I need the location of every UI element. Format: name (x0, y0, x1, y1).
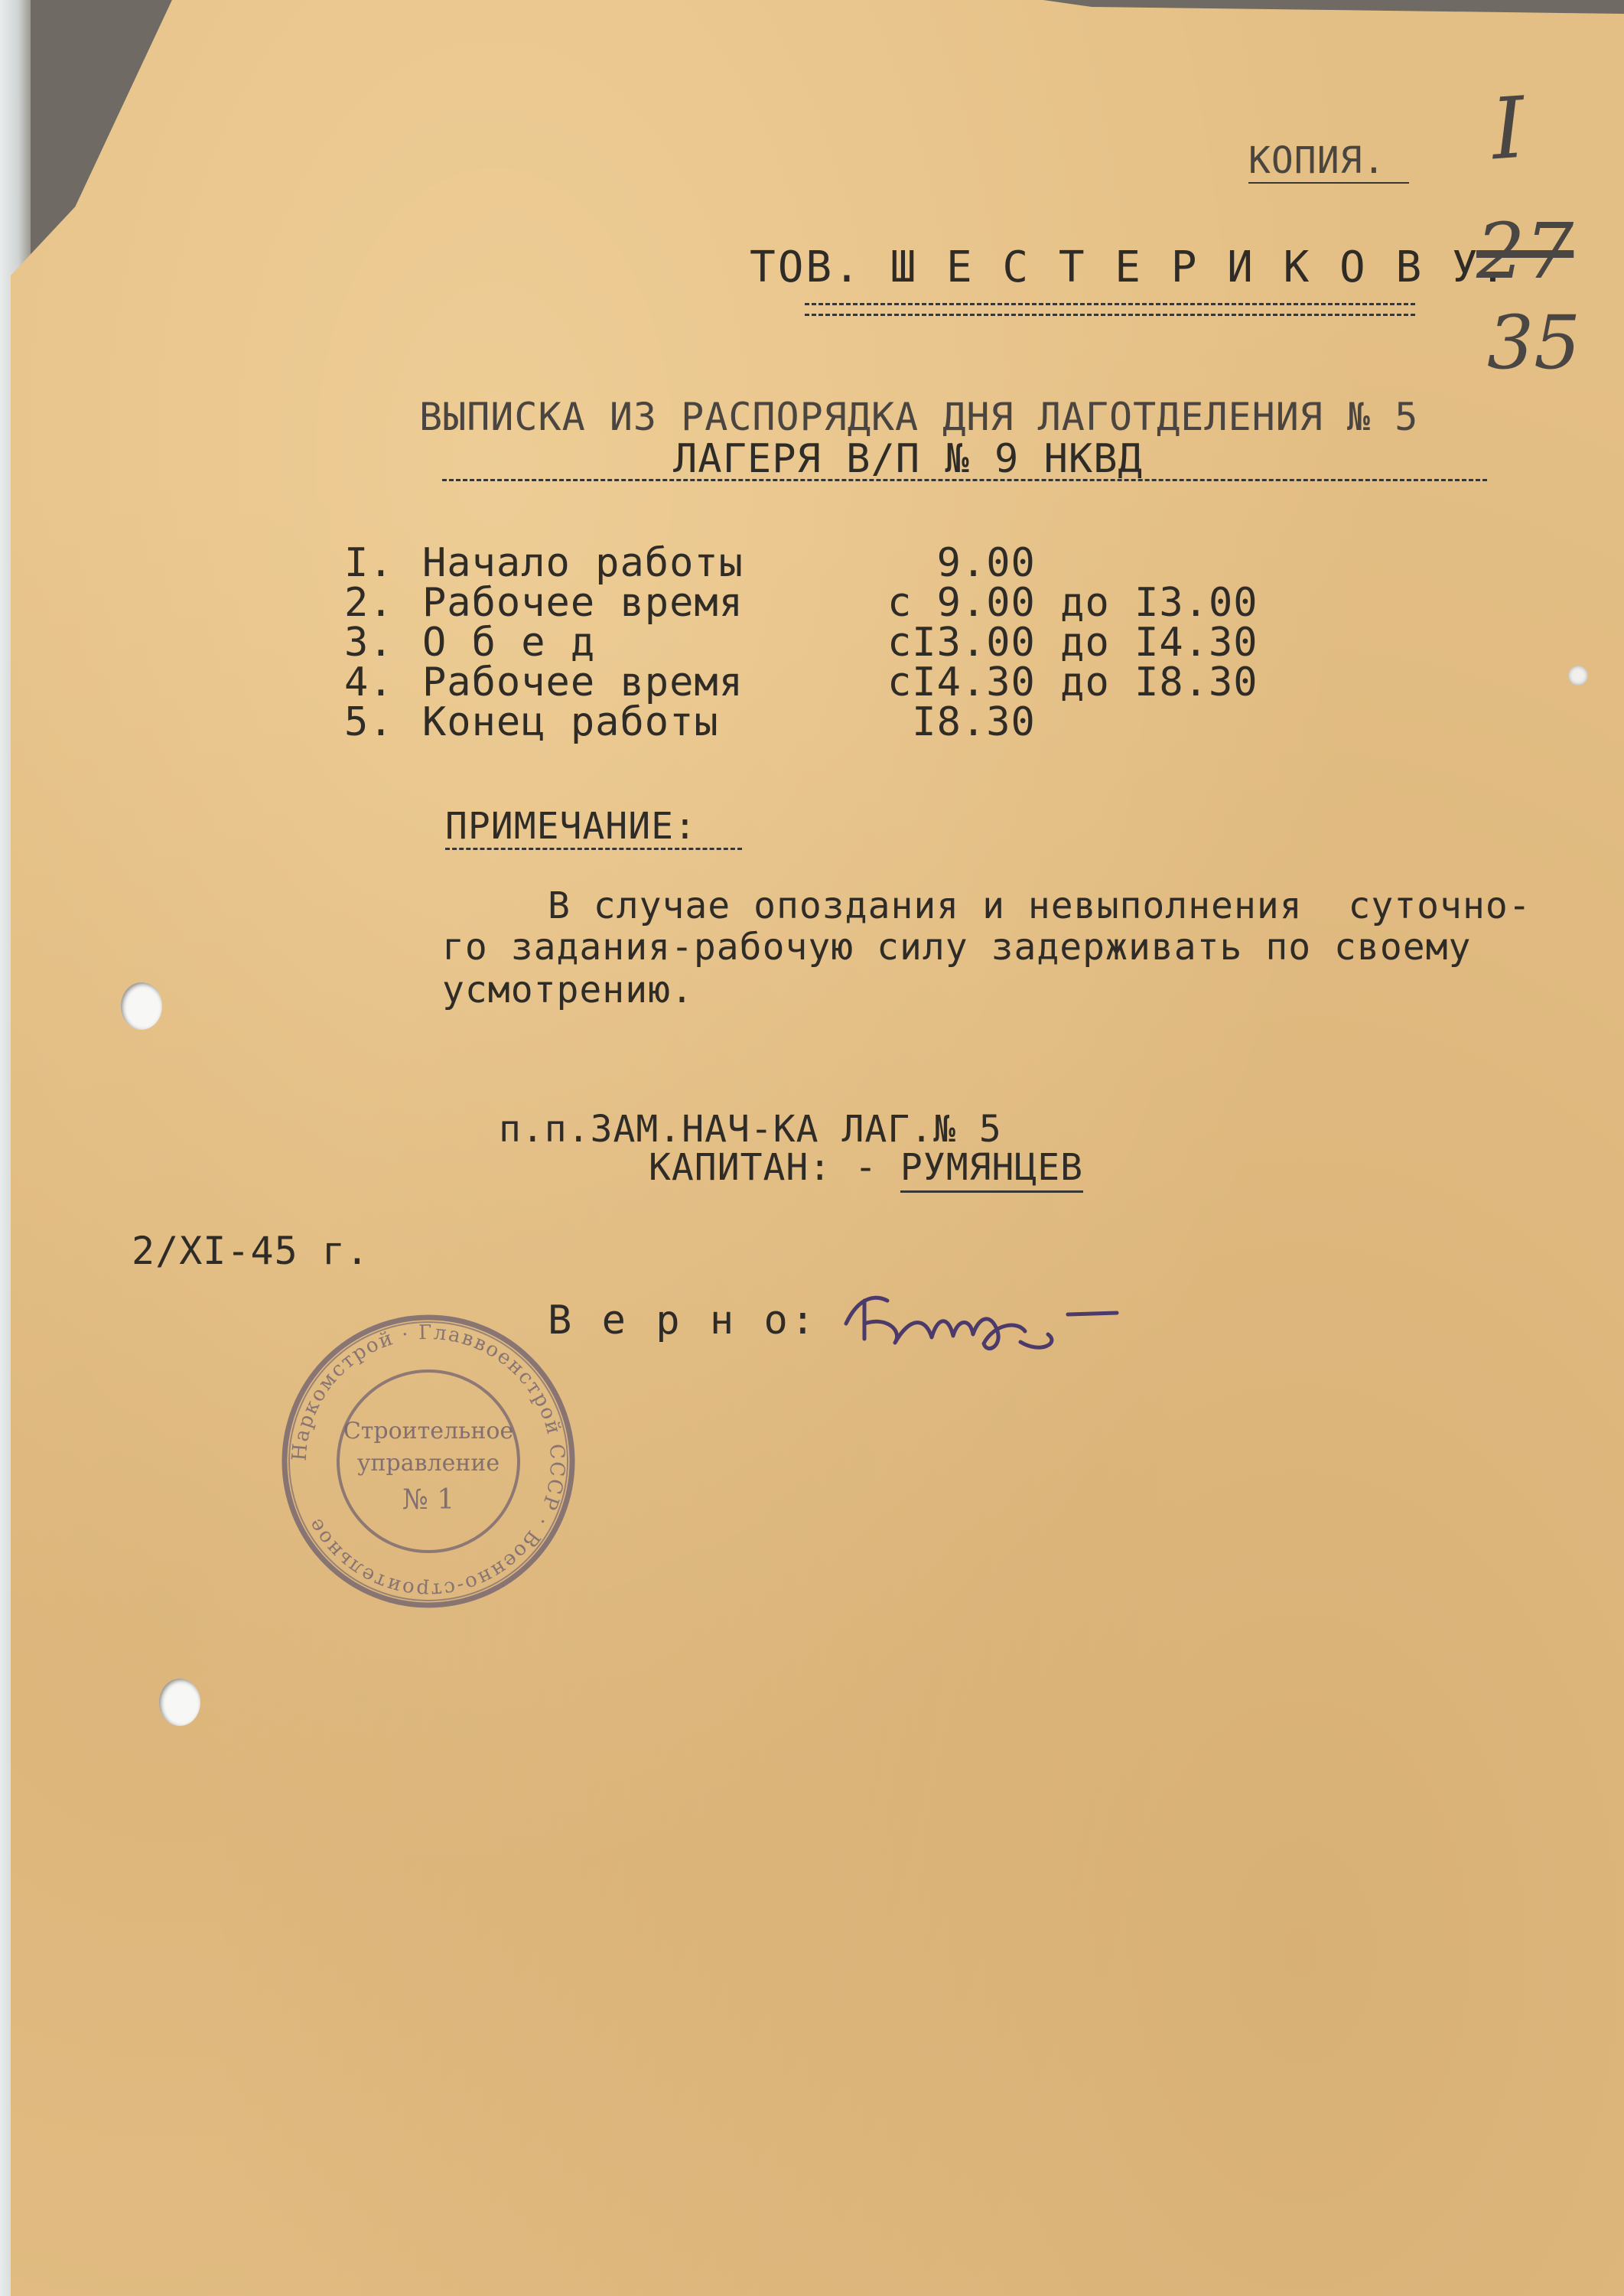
schedule-label: Конец работы (422, 699, 719, 745)
punch-hole (121, 982, 162, 1030)
note-heading: ПРИМЕЧАНИЕ: (445, 805, 697, 848)
addressee-underline (805, 303, 1415, 305)
stamp-center-line3: № 1 (402, 1484, 455, 1516)
addressee: ТОВ. Ш Е С Т Е Р И К О В У. (750, 243, 1508, 292)
schedule-time: сI4.30 до I8.30 (887, 659, 1258, 705)
title-line2: ЛАГЕРЯ В/П № 9 НКВД (673, 436, 1143, 482)
schedule-num: 5. (344, 699, 394, 745)
schedule-label: Начало работы (422, 540, 744, 586)
schedule-time: I8.30 (887, 699, 1036, 745)
pencil-crossed-number: 27 (1476, 207, 1574, 296)
punch-hole (159, 1679, 200, 1726)
pencil-mark-top: I (1488, 78, 1528, 179)
stamp-center-line2: управление (356, 1450, 500, 1477)
signatory-position: п.п.ЗАМ.НАЧ-КА ЛАГ.№ 5 (499, 1108, 1002, 1151)
note-line2: го задания-рабочую силу задерживать по своему (442, 926, 1472, 969)
signatory-name: РУМЯНЦЕВ (900, 1146, 1083, 1193)
schedule-time: сI3.00 до I4.30 (887, 620, 1258, 666)
copy-label: КОПИЯ. (1248, 139, 1386, 182)
schedule-num: 3. (344, 620, 394, 666)
schedule-label: Рабочее время (422, 580, 744, 626)
paper-damage (1568, 666, 1588, 686)
signatory-rank-label: КАПИТАН: - (649, 1146, 900, 1189)
signatory-rank (649, 1146, 1084, 1189)
schedule-label: О б е д (422, 620, 596, 666)
title-underline (442, 479, 1487, 481)
certified-label: В е р н о: (548, 1298, 819, 1343)
copy-underline (1248, 182, 1409, 184)
schedule-time: с 9.00 до I3.00 (887, 580, 1258, 626)
schedule-num: I. (344, 540, 394, 586)
note-heading-underline (445, 848, 742, 850)
note-line3: усмотрению. (442, 969, 694, 1011)
schedule-num: 4. (344, 659, 394, 705)
addressee-underline (805, 314, 1415, 316)
title-line1: ВЫПИСКА ИЗ РАСПОРЯДКА ДНЯ ЛАГОТДЕЛЕНИЯ № 5 (419, 395, 1419, 439)
schedule-label: Рабочее время (422, 659, 744, 705)
note-line1: В случае опоздания и невыполнения суточно- (548, 884, 1531, 927)
official-stamp (275, 1308, 581, 1614)
pencil-page-number: 35 (1487, 300, 1581, 386)
schedule-time: 9.00 (887, 540, 1036, 586)
document-date: 2/XI-45 г. (132, 1229, 370, 1273)
handwritten-signature (841, 1270, 1147, 1377)
schedule-num: 2. (344, 580, 394, 626)
stamp-center-line1: Строительное (343, 1418, 514, 1444)
stamp-ring-text: Наркомстрой · Главвоенстрой СССР · Военно-строительное (288, 1321, 569, 1602)
